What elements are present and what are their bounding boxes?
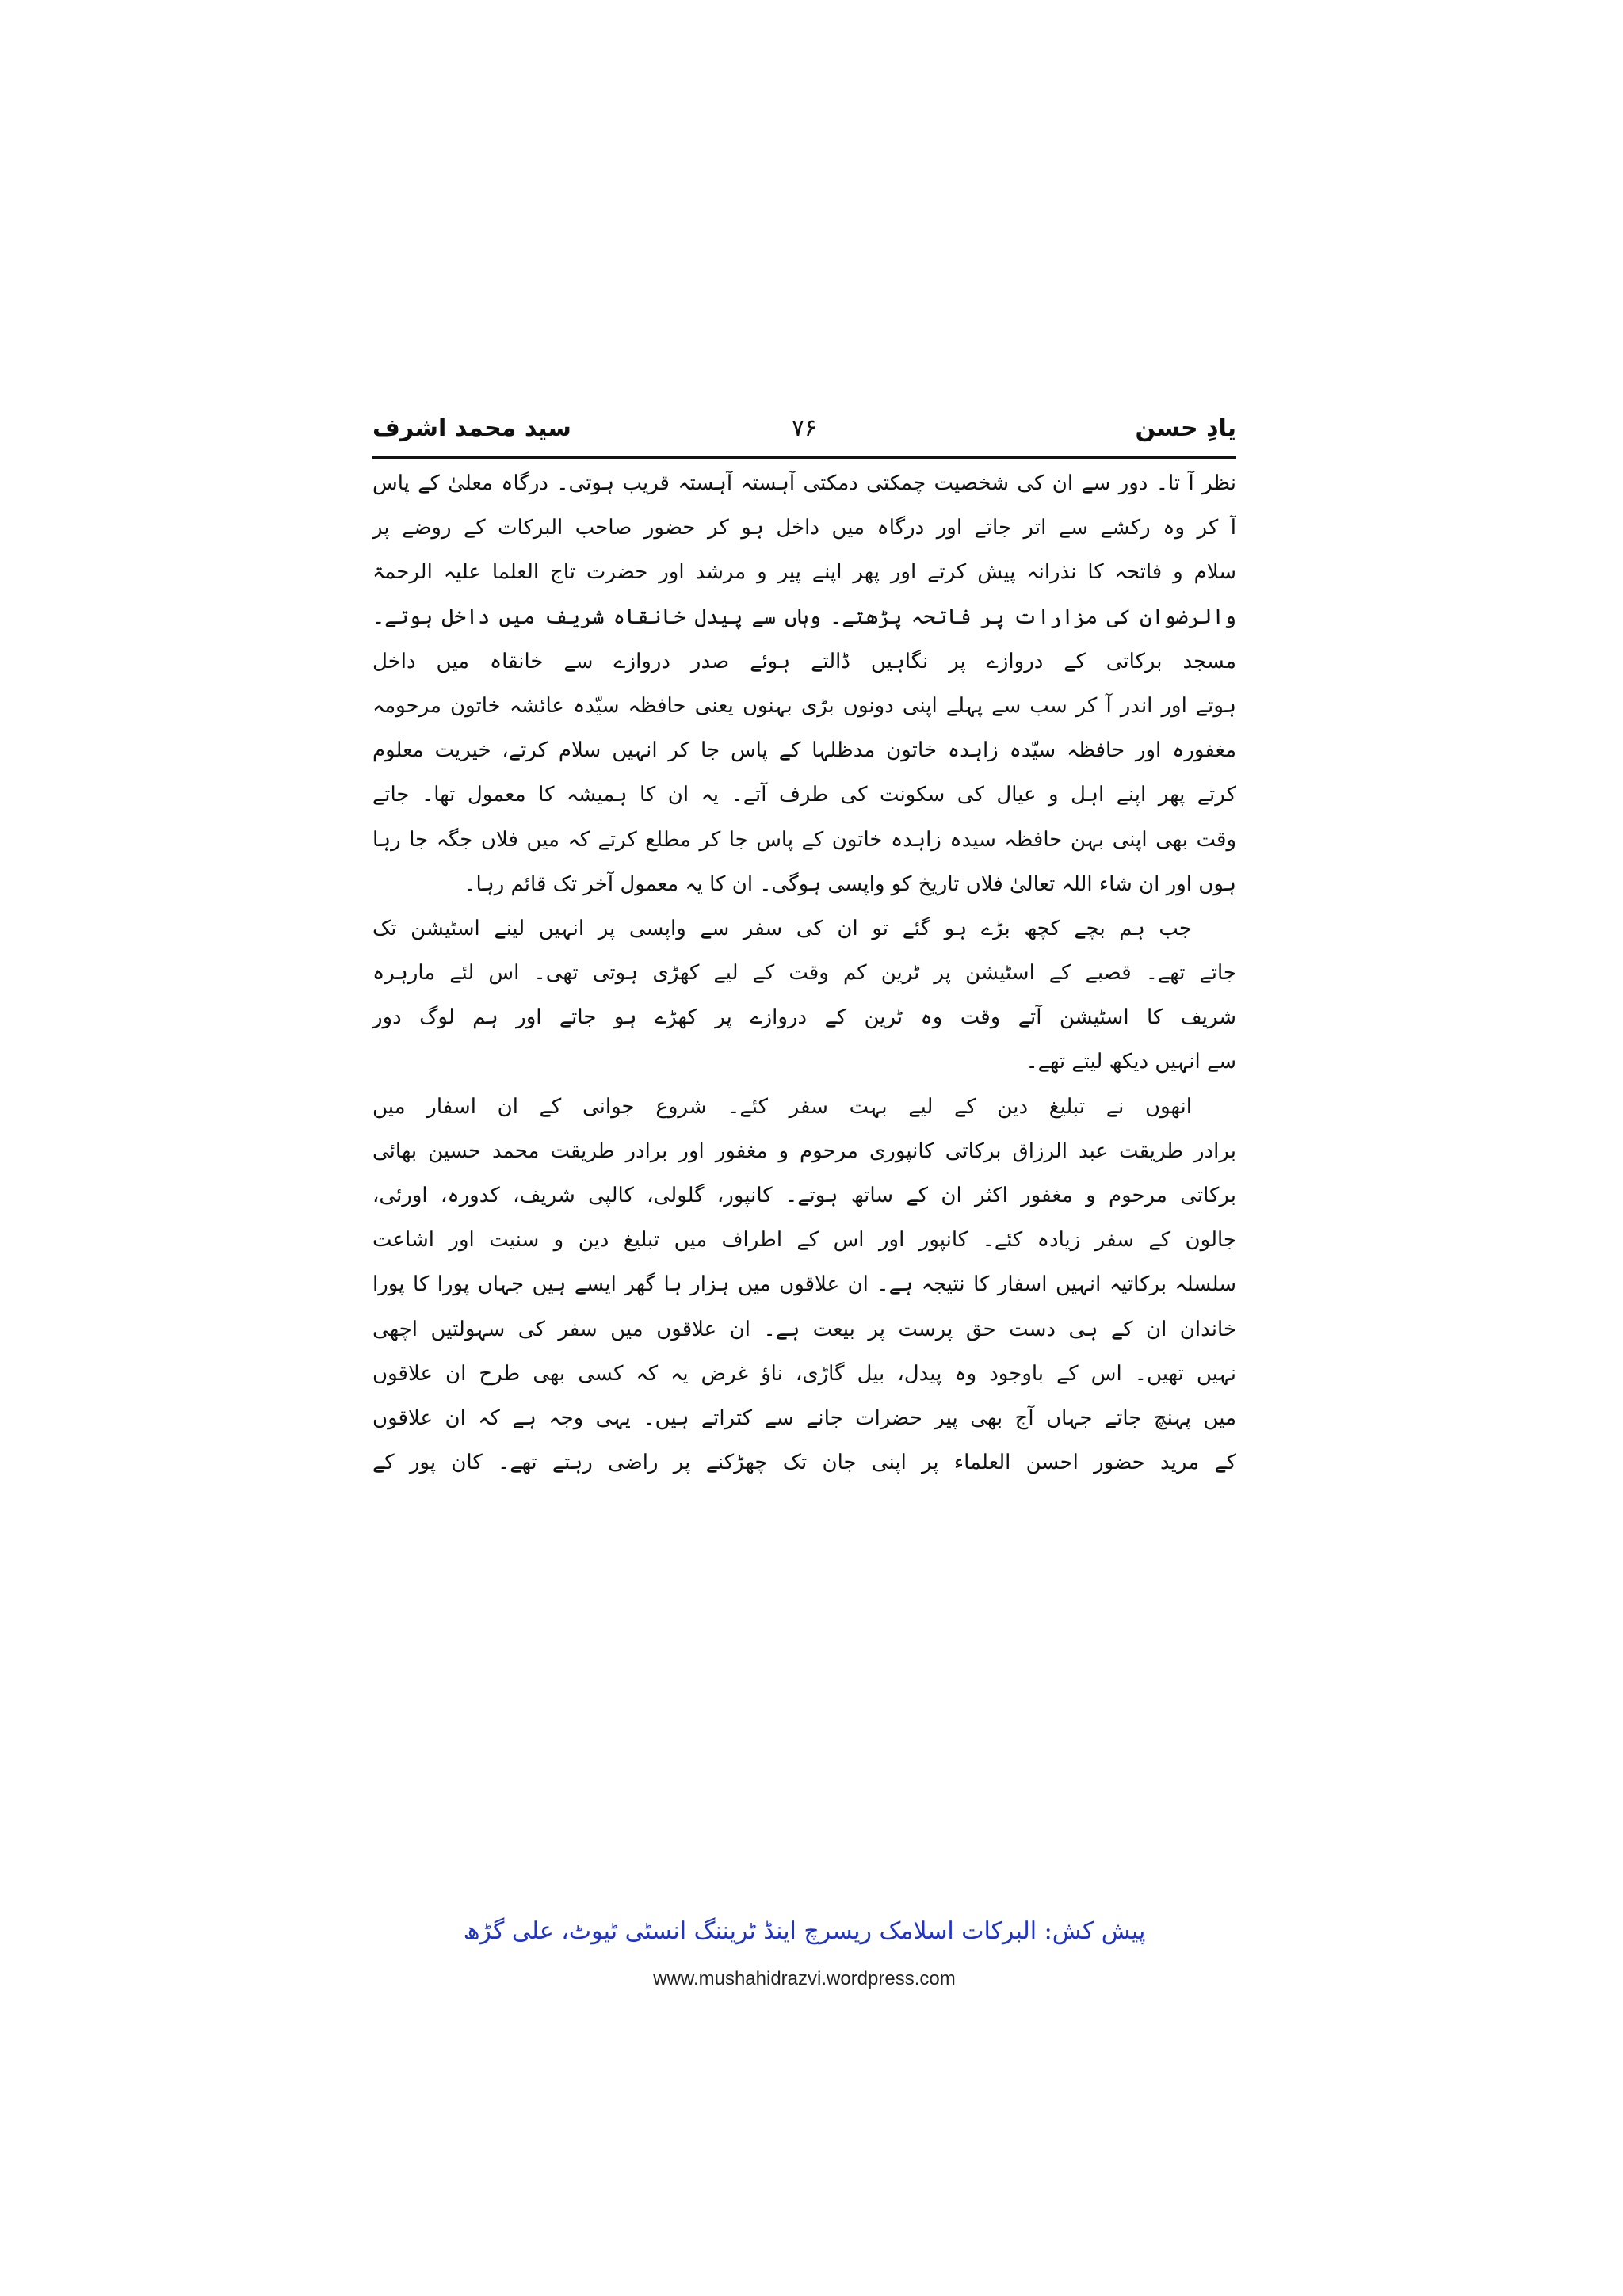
text-line: آ کر وہ رکشے سے اتر جاتے اور درگاہ میں داخل ہو کر حضور صاحب البرکات کے روضے پر bbox=[372, 516, 1236, 540]
book-title: یادِ حسن bbox=[1135, 414, 1236, 442]
author-name: سید محمد اشرف bbox=[372, 414, 571, 442]
text-line: مغفورہ اور حافظہ سیّدہ زاہدہ خاتون مدظلہا کے پاس جا کر انہیں سلام کرتے، خیریت معلوم bbox=[372, 738, 1236, 763]
text-line: مسجد برکاتی کے دروازے پر نگاہیں ڈالتے ہوئے صدر دروازے سے خانقاہ میں داخل bbox=[372, 649, 1236, 673]
text-line: والرضوان کی مزارات پر فاتحہ پڑھتے۔ وہاں سے پیدل خانقاہ شریف میں داخل ہوتے۔ bbox=[372, 605, 1236, 629]
publisher-credit: پیش کش: البرکات اسلامک ریسرچ اینڈ ٹریننگ انسٹی ٹیوٹ، علی گڑھ bbox=[463, 1917, 1146, 1945]
text-line: برادر طریقت عبد الرزاق برکاتی کانپوری مرحوم و مغفور اور برادر طریقت محمد حسین بھائی bbox=[372, 1138, 1236, 1163]
body-text bbox=[372, 461, 1236, 1485]
text-line: انھوں نے تبلیغ دین کے لیے بہت سفر کئے۔ شروع جوانی کے ان اسفار میں bbox=[372, 1094, 1192, 1119]
page-header bbox=[372, 406, 1236, 452]
text-line: سے انہیں دیکھ لیتے تھے۔ bbox=[1025, 1050, 1236, 1074]
text-line: کے مرید حضور احسن العلماء پر اپنی جان تک چھڑکنے پر راضی رہتے تھے۔ کان پور کے bbox=[372, 1451, 1236, 1475]
text-line: نہیں تھیں۔ اس کے باوجود وہ پیدل، بیل گاڑی، ناؤ غرض یہ کہ کسی بھی طرح ان علاقوں bbox=[372, 1361, 1236, 1386]
text-line: ہوں اور ان شاء اللہ تعالیٰ فلاں تاریخ کو واپسی ہوگی۔ ان کا یہ معمول آخر تک قائم رہا۔ bbox=[464, 871, 1236, 896]
website-url[interactable]: www.mushahidrazvi.wordpress.com bbox=[653, 1968, 956, 1989]
page-number: ۷۶ bbox=[791, 414, 818, 442]
text-line: سلسلہ برکاتیہ انہیں اسفار کا نتیجہ ہے۔ ان علاقوں میں ہزار ہا گھر ایسے ہیں جہاں پورا کا پورا bbox=[372, 1272, 1236, 1297]
text-line: ہوتے اور اندر آ کر سب سے پہلے اپنی دونوں بڑی بہنوں یعنی حافظہ سیّدہ عائشہ خاتون مرحومہ bbox=[372, 693, 1236, 718]
text-line: کرتے پھر اپنے اہل و عیال کی سکونت کی طرف آتے۔ یہ ان کا ہمیشہ کا معمول تھا۔ جاتے bbox=[372, 783, 1236, 807]
text-line: نظر آ تا۔ دور سے ان کی شخصیت چمکتی دمکتی آہستہ آہستہ قریب ہوتی۔ درگاہ معلیٰ کے پاس bbox=[372, 471, 1236, 495]
text-line: جب ہم بچے کچھ بڑے ہو گئے تو ان کی سفر سے واپسی پر انہیں لینے اسٹیشن تک bbox=[372, 916, 1192, 940]
text-line: خاندان ان کے ہی دست حق پرست پر بیعت ہے۔ ان علاقوں میں سفر کی سہولتیں اچھی bbox=[372, 1317, 1236, 1341]
text-line: میں پہنچ جاتے جہاں آج بھی پیر حضرات جانے سے کتراتے ہیں۔ یہی وجہ ہے کہ ان علاقوں bbox=[372, 1405, 1236, 1430]
paragraph-1 bbox=[372, 461, 1236, 906]
paragraph-2 bbox=[372, 906, 1236, 1085]
text-line: جالون کے سفر زیادہ کئے۔ کانپور اور اس کے اطراف میں تبلیغ دین و سنیت اور اشاعت bbox=[372, 1228, 1236, 1253]
header-rule bbox=[372, 456, 1236, 459]
paragraph-3 bbox=[372, 1085, 1236, 1486]
text-line: جاتے تھے۔ قصبے کے اسٹیشن پر ٹرین کم وقت کے لیے کھڑی ہوتی تھی۔ اس لئے مارہرہ bbox=[372, 961, 1236, 986]
text-line: برکاتی مرحوم و مغفور اکثر ان کے ساتھ ہوتے۔ کانپور، گلولی، کالپی شریف، کدورہ، اورئی، bbox=[372, 1184, 1236, 1207]
text-line: وقت بھی اپنی بہن حافظہ سیدہ زاہدہ خاتون کے پاس جا کر مطلع کرتے کہ میں فلاں جگہ جا رہا bbox=[372, 827, 1236, 852]
text-line: شریف کا اسٹیشن آتے وقت وہ ٹرین کے دروازے پر کھڑے ہو جاتے اور ہم لوگ دور bbox=[372, 1005, 1236, 1030]
text-line: سلام و فاتحہ کا نذرانہ پیش کرتے اور پھر اپنے پیر و مرشد اور حضرت تاج العلما علیہ الرحمۃ bbox=[372, 560, 1236, 585]
